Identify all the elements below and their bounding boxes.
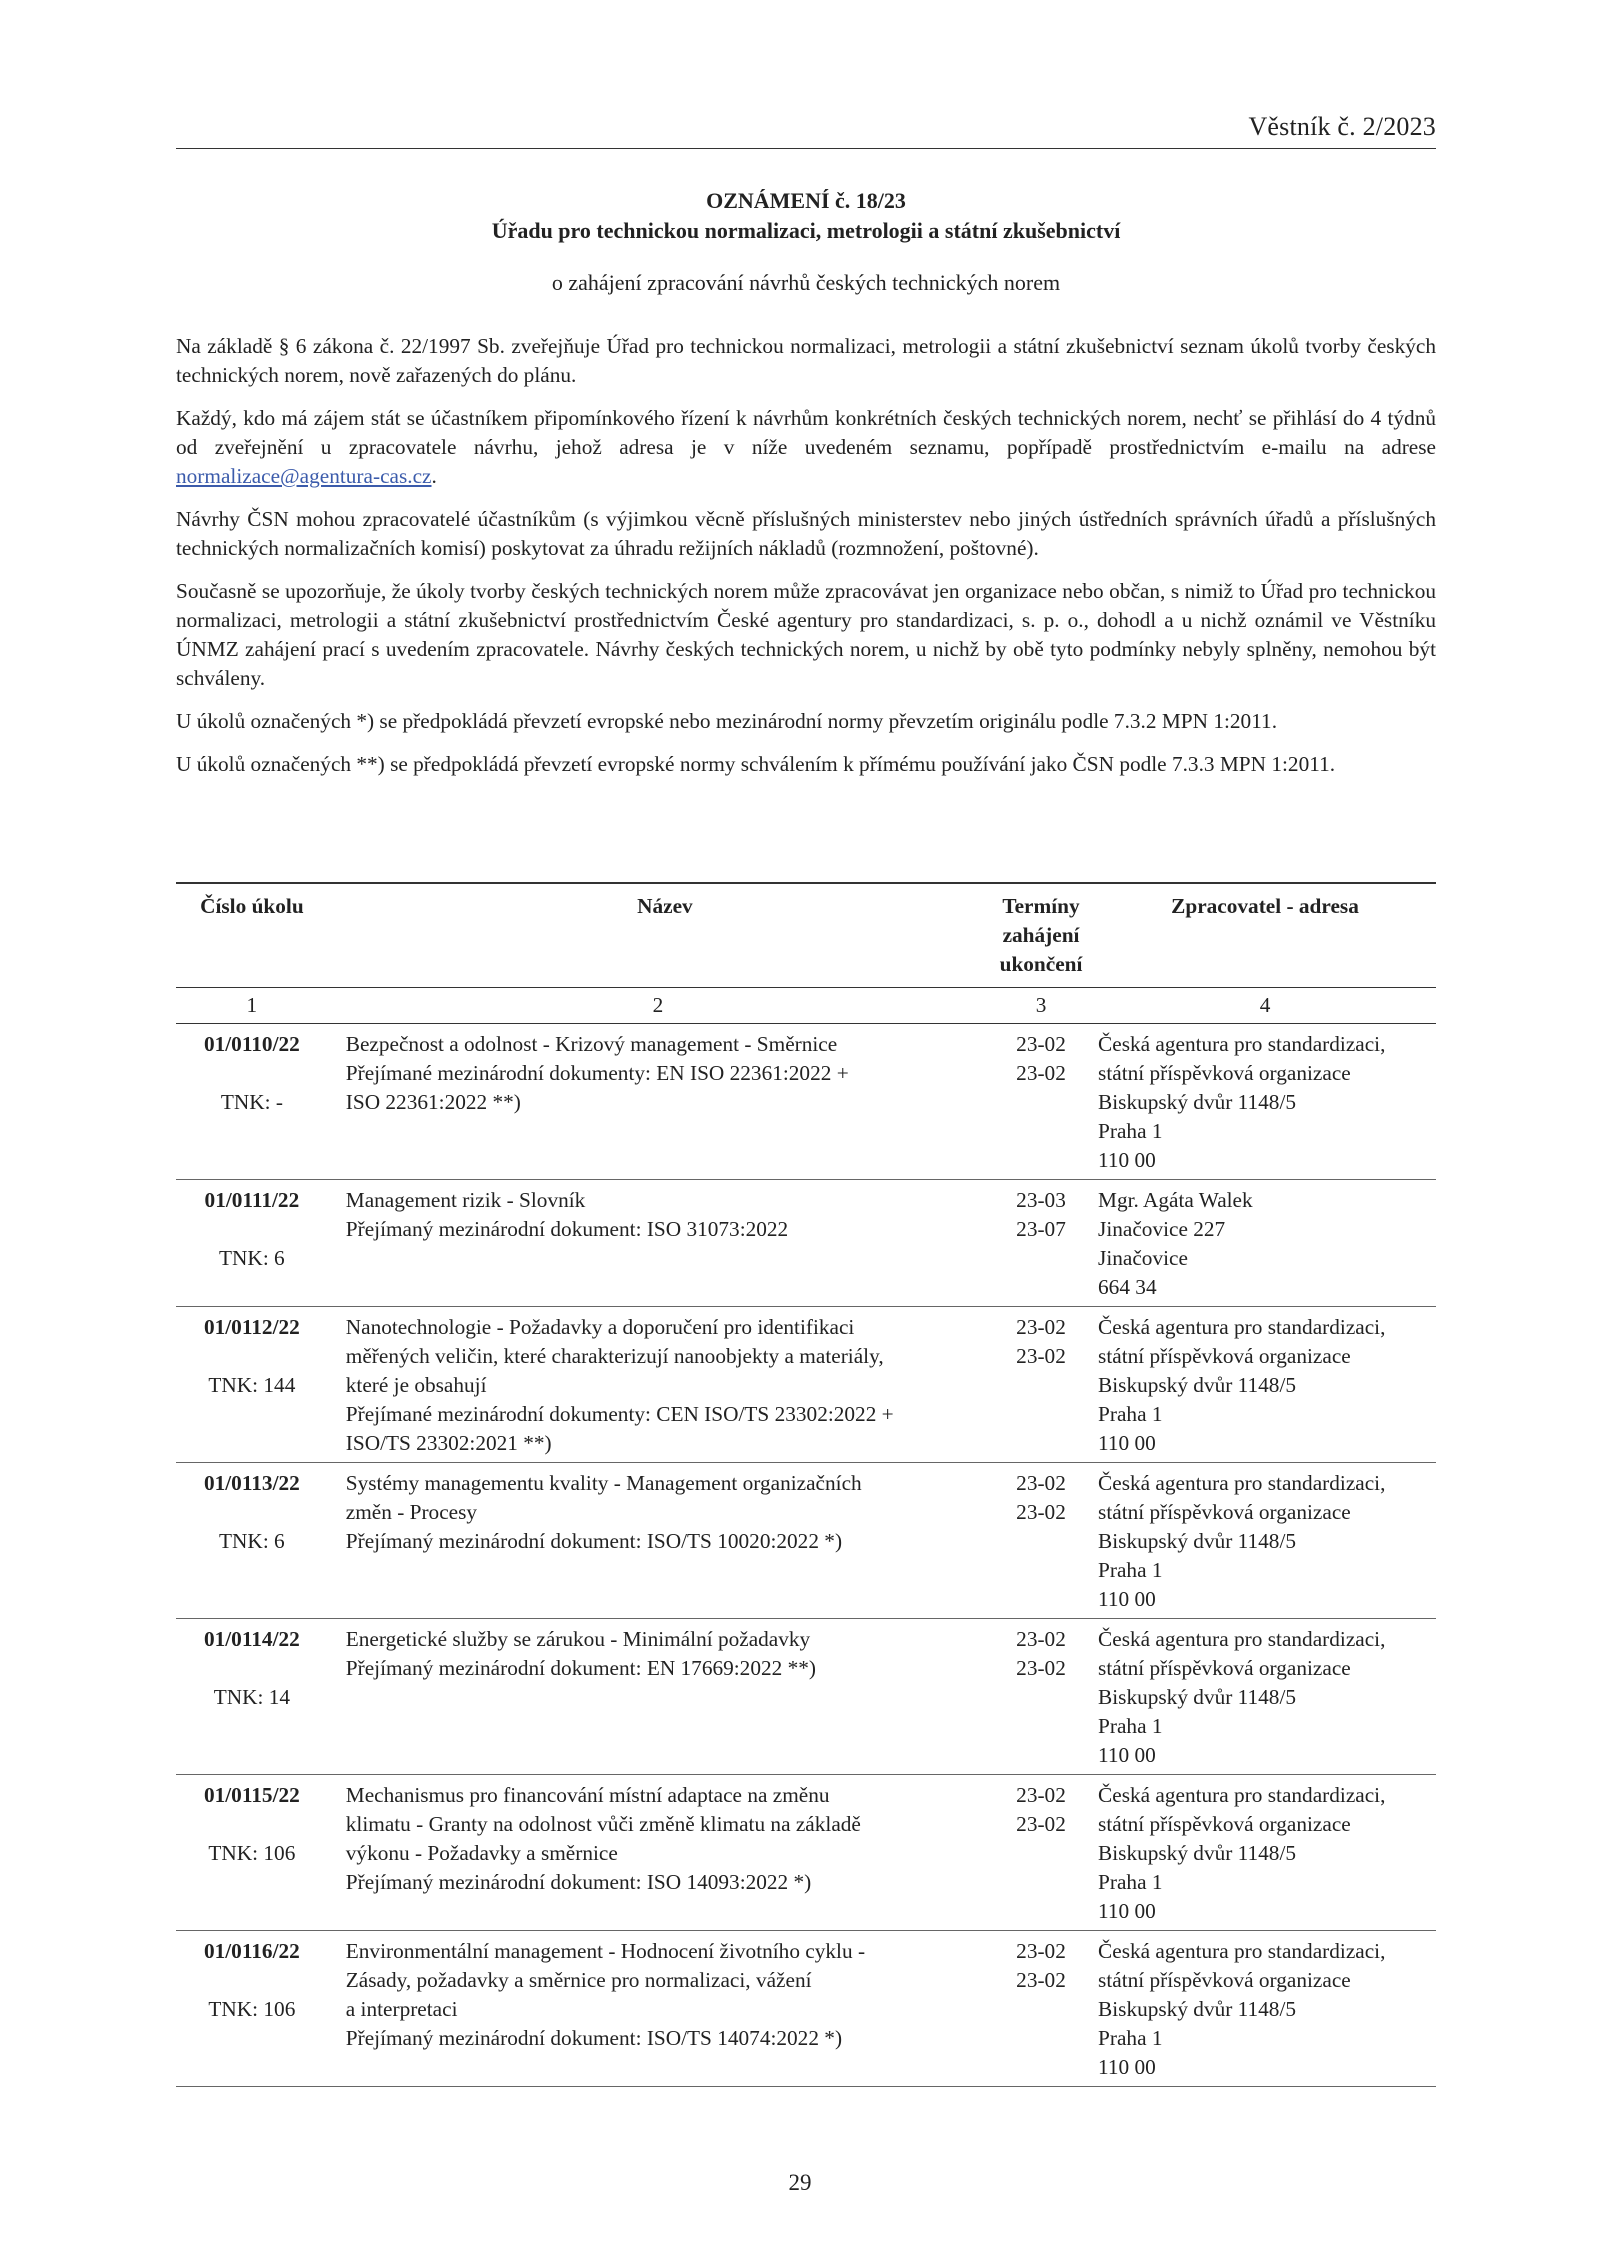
task-name-line: které je obsahují	[345, 1373, 487, 1397]
task-tnk: TNK: 106	[208, 1841, 296, 1865]
table-row	[176, 1775, 1436, 1931]
task-name-line: Bezpečnost a odolnost - Krizový management - Směrnice	[345, 1032, 838, 1056]
table-row	[176, 1619, 1436, 1775]
task-name-cell	[328, 1024, 988, 1180]
task-name-cell	[328, 1931, 988, 2087]
paragraph-note-single-star: U úkolů označených *) se předpokládá převzetí evropské nebo mezinárodní normy převzetím originálu podle 7.3.2 MPN 1:2011.	[176, 709, 1278, 733]
task-date-start: 23-02	[1016, 1471, 1066, 1495]
page-header	[176, 108, 1436, 149]
task-name-line: ISO/TS 23302:2021 **)	[345, 1431, 552, 1455]
processor-address-line: Česká agentura pro standardizaci,	[1098, 1783, 1386, 1807]
task-name-line: Přejímané mezinárodní dokumenty: CEN ISO/TS 23302:2022 +	[345, 1402, 894, 1426]
processor-address-line: Biskupský dvůr 1148/5	[1098, 1090, 1297, 1114]
task-tnk: TNK: 144	[208, 1373, 296, 1397]
task-code: 01/0113/22	[203, 1471, 300, 1495]
task-date-end: 23-02	[1016, 1812, 1066, 1836]
task-date-start: 23-02	[1016, 1032, 1066, 1056]
task-id-cell	[176, 1619, 328, 1775]
task-date-start: 23-03	[1016, 1188, 1066, 1212]
task-tnk: TNK: -	[220, 1090, 283, 1114]
processor-address-line: Česká agentura pro standardizaci,	[1098, 1939, 1386, 1963]
task-name-line: Mechanismus pro financování místní adaptace na změnu	[345, 1783, 830, 1807]
processor-address-line: 110 00	[1098, 1431, 1156, 1455]
task-name-line: výkonu - Požadavky a směrnice	[345, 1841, 618, 1865]
task-processor-cell	[1094, 1307, 1436, 1463]
journal-issue: Věstník č. 2/2023	[1248, 112, 1436, 141]
table-row	[176, 1024, 1436, 1180]
task-tnk: TNK: 6	[219, 1246, 285, 1270]
task-date-end: 23-02	[1016, 1061, 1066, 1085]
task-date-end: 23-02	[1016, 1344, 1066, 1368]
task-name-line: a interpretaci	[345, 1997, 458, 2021]
task-date-start: 23-02	[1016, 1315, 1066, 1339]
paragraph-note-double-star: U úkolů označených **) se předpokládá převzetí evropské normy schválením k přímému používání jako ČSN podle 7.3.3 MPN 1:2011.	[176, 752, 1336, 776]
column-number-2: 2	[328, 988, 988, 1024]
task-name-line: měřených veličin, které charakterizují nanoobjekty a materiály,	[345, 1344, 884, 1368]
task-dates-cell	[988, 1775, 1094, 1931]
processor-address-line: Biskupský dvůr 1148/5	[1098, 1373, 1297, 1397]
processor-address-line: 110 00	[1098, 2055, 1156, 2079]
announcement-subject: o zahájení zpracování návrhů českých technických norem	[551, 270, 1061, 295]
task-date-end: 23-02	[1016, 1500, 1066, 1524]
task-processor-cell	[1094, 1775, 1436, 1931]
table-row	[176, 1180, 1436, 1307]
task-processor-cell	[1094, 1180, 1436, 1307]
processor-address-line: 110 00	[1098, 1899, 1156, 1923]
task-name-cell	[328, 1463, 988, 1619]
task-name-line: Přejímaný mezinárodní dokument: ISO 31073:2022	[345, 1217, 789, 1241]
task-name-line: ISO 22361:2022 **)	[345, 1090, 521, 1114]
processor-address-line: státní příspěvková organizace	[1098, 1061, 1351, 1085]
processor-address-line: státní příspěvková organizace	[1098, 1812, 1351, 1836]
tasks-table	[176, 882, 1436, 2087]
processor-address-line: Praha 1	[1098, 1402, 1163, 1426]
paragraph-participation-text: Každý, kdo má zájem stát se účastníkem připomínkového řízení k návrhům konkrétních českých technických norem, nechť se přihlásí do 4 týdnů od zveřejnění u zpracovatele návrhu, jehož adresa je v níže uvedeném seznamu, popřípadě prostřednictvím e-mailu na adrese	[176, 406, 1436, 459]
processor-address-line: státní příspěvková organizace	[1098, 1344, 1351, 1368]
task-dates-cell	[988, 1024, 1094, 1180]
task-processor-cell	[1094, 1619, 1436, 1775]
page-number: 29	[788, 2170, 812, 2195]
task-name-line: změn - Procesy	[345, 1500, 478, 1524]
task-dates-cell	[988, 1307, 1094, 1463]
announcement-body	[176, 332, 1436, 793]
processor-address-line: Praha 1	[1098, 1870, 1163, 1894]
processor-address-line: Praha 1	[1098, 1119, 1163, 1143]
task-name-line: Systémy managementu kvality - Management organizačních	[345, 1471, 862, 1495]
task-date-start: 23-02	[1016, 1783, 1066, 1807]
task-code: 01/0115/22	[203, 1783, 300, 1807]
processor-address-line: Praha 1	[1098, 1714, 1163, 1738]
header-task-number: Číslo úkolu	[176, 883, 328, 988]
column-number-4: 4	[1094, 988, 1436, 1024]
task-dates-cell	[988, 1180, 1094, 1307]
table-row	[176, 1463, 1436, 1619]
task-date-end: 23-02	[1016, 1656, 1066, 1680]
task-name-cell	[328, 1775, 988, 1931]
task-name-line: Přejímaný mezinárodní dokument: ISO 14093:2022 *)	[345, 1870, 812, 1894]
processor-address-line: 664 34	[1098, 1275, 1157, 1299]
paragraph-drafts-fee: Návrhy ČSN mohou zpracovatelé účastníkům (s výjimkou věcně příslušných ministerstev nebo jiných ústředních správních úřadů a příslušných technických normalizačních komisí) poskytovat za úhradu režijních nákladů (rozmnožení, poštovné).	[176, 507, 1436, 560]
processor-address-line: 110 00	[1098, 1743, 1156, 1767]
table-row	[176, 1931, 1436, 2087]
header-dates-label: Termíny	[1002, 894, 1080, 918]
announcement-number: OZNÁMENÍ č. 18/23	[706, 188, 906, 213]
task-code: 01/0116/22	[203, 1939, 300, 1963]
table-column-numbers	[176, 988, 1436, 1024]
task-id-cell	[176, 1024, 328, 1180]
processor-address-line: Praha 1	[1098, 1558, 1163, 1582]
task-dates-cell	[988, 1619, 1094, 1775]
task-id-cell	[176, 1775, 328, 1931]
task-name-line: Environmentální management - Hodnocení životního cyklu -	[345, 1939, 866, 1963]
processor-address-line: Biskupský dvůr 1148/5	[1098, 1997, 1297, 2021]
task-code: 01/0111/22	[204, 1188, 300, 1212]
paragraph-legal-basis: Na základě § 6 zákona č. 22/1997 Sb. zveřejňuje Úřad pro technickou normalizaci, metrologii a státní zkušebnictví seznam úkolů tvorby českých technických norem, nově zařazených do plánu.	[176, 334, 1436, 387]
task-name-cell	[328, 1180, 988, 1307]
processor-address-line: Česká agentura pro standardizaci,	[1098, 1315, 1386, 1339]
header-dates-start: zahájení	[1002, 923, 1080, 947]
task-dates-cell	[988, 1931, 1094, 2087]
processor-address-line: Česká agentura pro standardizaci,	[1098, 1627, 1386, 1651]
header-processor: Zpracovatel - adresa	[1094, 883, 1436, 988]
task-tnk: TNK: 6	[219, 1529, 285, 1553]
header-dates	[988, 883, 1094, 988]
processor-address-line: Biskupský dvůr 1148/5	[1098, 1841, 1297, 1865]
task-name-line: Přejímaný mezinárodní dokument: ISO/TS 10020:2022 *)	[345, 1529, 843, 1553]
task-name-cell	[328, 1307, 988, 1463]
task-name-line: Management rizik - Slovník	[345, 1188, 586, 1212]
header-name: Název	[328, 883, 988, 988]
task-date-start: 23-02	[1016, 1627, 1066, 1651]
table-row	[176, 1307, 1436, 1463]
task-code: 01/0110/22	[203, 1032, 300, 1056]
paragraph-participation-end: .	[431, 464, 437, 488]
task-name-line: Nanotechnologie - Požadavky a doporučení pro identifikaci	[345, 1315, 855, 1339]
paragraph-notice: Současně se upozorňuje, že úkoly tvorby českých technických norem může zpracovávat jen organizace nebo občan, s nimiž to Úřad pro technickou normalizaci, metrologii a státní zkušebnictví prostřednictvím České agentury pro standardizaci, s. p. o., dohodl a u nichž oznámil ve Věstníku ÚNMZ zahájení prací s uvedením zpracovatele. Návrhy českých technických norem, u nichž by obě tyto podmínky nebyly splněny, nemohou být schváleny.	[176, 579, 1436, 690]
processor-address-line: Mgr. Agáta Walek	[1098, 1188, 1253, 1212]
processor-address-line: Jinačovice 227	[1098, 1217, 1226, 1241]
processor-address-line: státní příspěvková organizace	[1098, 1500, 1351, 1524]
processor-address-line: 110 00	[1098, 1587, 1156, 1611]
task-name-line: Přejímané mezinárodní dokumenty: EN ISO 22361:2022 +	[345, 1061, 849, 1085]
header-dates-end: ukončení	[999, 952, 1083, 976]
task-id-cell	[176, 1180, 328, 1307]
task-id-cell	[176, 1307, 328, 1463]
task-code: 01/0112/22	[203, 1315, 300, 1339]
email-link[interactable]: normalizace@agentura-cas.cz	[176, 464, 432, 488]
column-number-3: 3	[988, 988, 1094, 1024]
processor-address-line: Praha 1	[1098, 2026, 1163, 2050]
task-name-line: Přejímaný mezinárodní dokument: ISO/TS 14074:2022 *)	[345, 2026, 843, 2050]
task-name-line: klimatu - Granty na odolnost vůči změně klimatu na základě	[345, 1812, 861, 1836]
column-number-1: 1	[176, 988, 328, 1024]
issuing-office: Úřadu pro technickou normalizaci, metrologii a státní zkušebnictví	[491, 218, 1121, 243]
task-name-line: Přejímaný mezinárodní dokument: EN 17669:2022 **)	[345, 1656, 816, 1680]
table-header-row	[176, 883, 1436, 988]
task-name-line: Energetické služby se zárukou - Minimální požadavky	[345, 1627, 811, 1651]
processor-address-line: Biskupský dvůr 1148/5	[1098, 1685, 1297, 1709]
processor-address-line: Česká agentura pro standardizaci,	[1098, 1032, 1386, 1056]
processor-address-line: státní příspěvková organizace	[1098, 1968, 1351, 1992]
paragraph-participation	[176, 404, 1436, 491]
task-tnk: TNK: 106	[208, 1997, 296, 2021]
task-name-line: Zásady, požadavky a směrnice pro normalizaci, vážení	[345, 1968, 812, 1992]
task-processor-cell	[1094, 1931, 1436, 2087]
processor-address-line: Biskupský dvůr 1148/5	[1098, 1529, 1297, 1553]
table-body	[176, 1024, 1436, 2087]
task-tnk: TNK: 14	[213, 1685, 291, 1709]
processor-address-line: státní příspěvková organizace	[1098, 1656, 1351, 1680]
processor-address-line: Jinačovice	[1098, 1246, 1188, 1270]
task-dates-cell	[988, 1463, 1094, 1619]
task-id-cell	[176, 1931, 328, 2087]
task-processor-cell	[1094, 1463, 1436, 1619]
task-code: 01/0114/22	[203, 1627, 300, 1651]
task-id-cell	[176, 1463, 328, 1619]
task-date-start: 23-02	[1016, 1939, 1066, 1963]
task-name-cell	[328, 1619, 988, 1775]
task-date-end: 23-02	[1016, 1968, 1066, 1992]
task-processor-cell	[1094, 1024, 1436, 1180]
task-date-end: 23-07	[1016, 1217, 1066, 1241]
processor-address-line: Česká agentura pro standardizaci,	[1098, 1471, 1386, 1495]
processor-address-line: 110 00	[1098, 1148, 1156, 1172]
announcement-title-block	[176, 186, 1436, 298]
